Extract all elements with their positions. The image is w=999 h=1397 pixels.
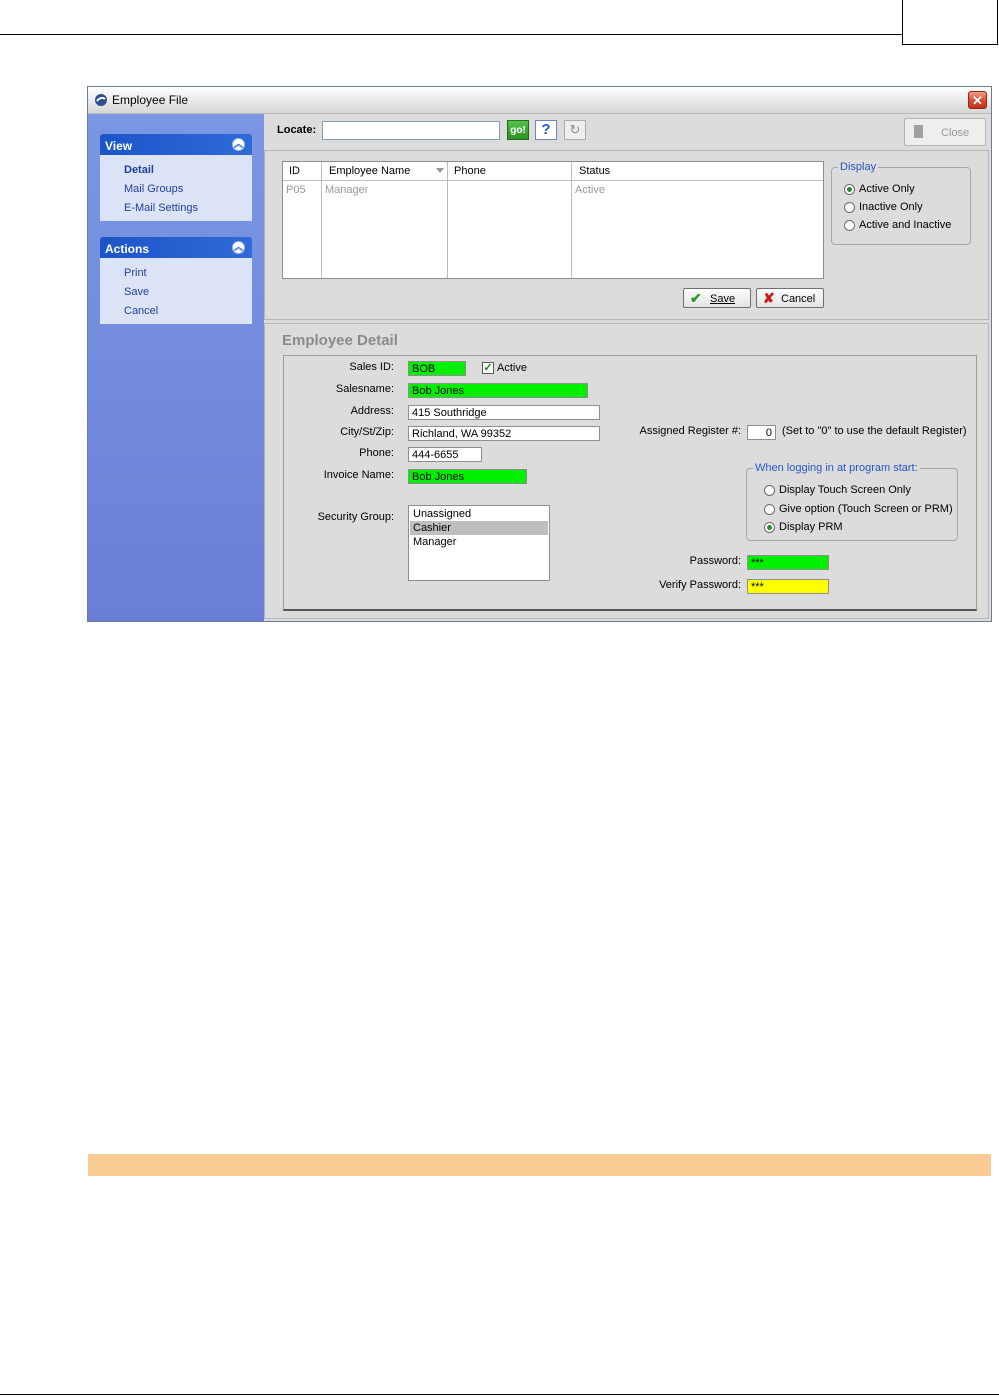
list-item[interactable]: Unassigned [413,508,472,520]
active-label[interactable]: Active [497,362,527,374]
column-divider [571,162,572,278]
radio-label-give-option[interactable]: Give option (Touch Screen or PRM) [779,503,953,515]
exit-door-icon [914,125,923,138]
locate-input[interactable] [322,121,500,140]
collapse-icon[interactable]: ︽ [233,139,243,149]
sales-id-field[interactable]: BOB [408,361,466,376]
radio-label-touch-screen-only[interactable]: Display Touch Screen Only [779,484,911,496]
action-link-cancel[interactable]: Cancel [124,305,159,317]
radio-active-only[interactable] [844,184,855,195]
detail-title: Employee Detail [282,332,398,349]
action-link-save[interactable]: Save [124,286,150,298]
page-number-box [902,0,998,45]
column-header-id[interactable]: ID [289,165,300,177]
sort-arrow-icon [436,168,444,173]
locate-label: Locate: [277,124,317,136]
actions-group-body [100,258,252,324]
radio-touch-screen-only[interactable] [764,485,775,496]
column-header-employee-name[interactable]: Employee Name [329,165,411,177]
window-close-icon[interactable]: ✕ [968,91,987,109]
view-link-detail[interactable]: Detail [124,164,154,176]
save-button[interactable] [683,288,751,308]
radio-inactive-only[interactable] [844,202,855,213]
cancel-button-label: Cancel [781,293,816,305]
grid-header [283,162,823,181]
view-group-header[interactable] [100,134,252,155]
employee-detail-panel [264,323,989,619]
city-label: City/St/Zip: [340,426,394,438]
invoice-name-field[interactable]: Bob Jones [408,469,527,484]
list-item[interactable]: Manager [413,536,457,548]
column-divider [321,162,322,278]
column-divider [447,162,448,278]
sales-id-label: Sales ID: [349,361,394,373]
verify-password-field[interactable]: *** [747,579,829,594]
login-legend: When logging in at program start: [755,462,918,474]
password-field[interactable]: *** [747,555,829,570]
radio-label-active-only[interactable]: Active Only [859,183,915,195]
radio-display-prm[interactable] [764,522,775,533]
list-item[interactable]: Cashier [410,521,548,535]
security-group-label: Security Group: [317,511,394,523]
actions-group-header[interactable] [100,237,252,258]
register-label: Assigned Register #: [639,425,741,437]
title-bar [88,87,991,114]
cell-status: Active [575,184,605,196]
detail-box [283,355,977,611]
action-link-print[interactable]: Print [124,267,147,279]
register-field[interactable]: 0 [747,425,776,440]
window-title: Employee File [112,93,189,107]
salesname-field[interactable]: Bob Jones [408,383,588,398]
close-button-label: Close [941,127,970,139]
register-note: (Set to "0" to use the default Register) [782,425,967,437]
view-group-body [100,155,252,221]
cancel-x-icon: ✘ [763,290,775,306]
save-button-label: Save [710,293,736,305]
salesname-label: Salesname: [335,383,394,395]
task-pane [88,114,264,621]
login-mode-group [746,462,958,541]
checkmark-icon: ✔ [690,290,702,306]
app-logo-icon [94,93,108,107]
cell-id: P05 [286,184,306,196]
phone-field[interactable]: 444-6655 [408,447,482,462]
radio-give-option[interactable] [764,504,775,515]
view-group-title: View [105,139,133,153]
security-group-listbox[interactable] [408,505,550,581]
radio-active-and-inactive[interactable] [844,220,855,231]
radio-label-inactive-only[interactable]: Inactive Only [859,201,923,213]
go-button[interactable]: go! [507,120,529,140]
collapse-icon[interactable]: ︽ [233,242,243,252]
column-header-status[interactable]: Status [579,165,611,177]
cancel-button[interactable] [756,288,824,308]
address-label: Address: [350,405,394,417]
view-link-email-settings[interactable]: E-Mail Settings [124,202,198,214]
radio-label-display-prm[interactable]: Display PRM [779,521,843,533]
page-top-rule [0,34,902,35]
refresh-icon[interactable]: ↻ [564,120,586,140]
help-icon[interactable]: ? [535,120,557,140]
employee-file-window [87,86,992,622]
verify-password-label: Verify Password: [659,579,741,591]
cell-employee-name: Manager [325,184,369,196]
city-field[interactable]: Richland, WA 99352 [408,426,600,441]
close-button[interactable] [904,118,986,146]
actions-group-title: Actions [105,242,150,256]
page-bottom-rule [0,1394,999,1395]
note-bar [88,1154,991,1176]
phone-label: Phone: [359,447,394,459]
column-header-phone[interactable]: Phone [454,165,486,177]
main-content [264,114,991,621]
invoice-name-label: Invoice Name: [323,469,394,481]
view-link-mail-groups[interactable]: Mail Groups [124,183,184,195]
display-filter-group [831,161,971,245]
display-legend: Display [840,161,877,173]
radio-label-active-and-inactive[interactable]: Active and Inactive [859,219,952,231]
employee-grid[interactable] [282,161,824,279]
password-label: Password: [689,555,741,567]
active-checkbox[interactable]: ✓ [483,362,493,374]
address-field[interactable]: 415 Southridge [408,405,600,420]
